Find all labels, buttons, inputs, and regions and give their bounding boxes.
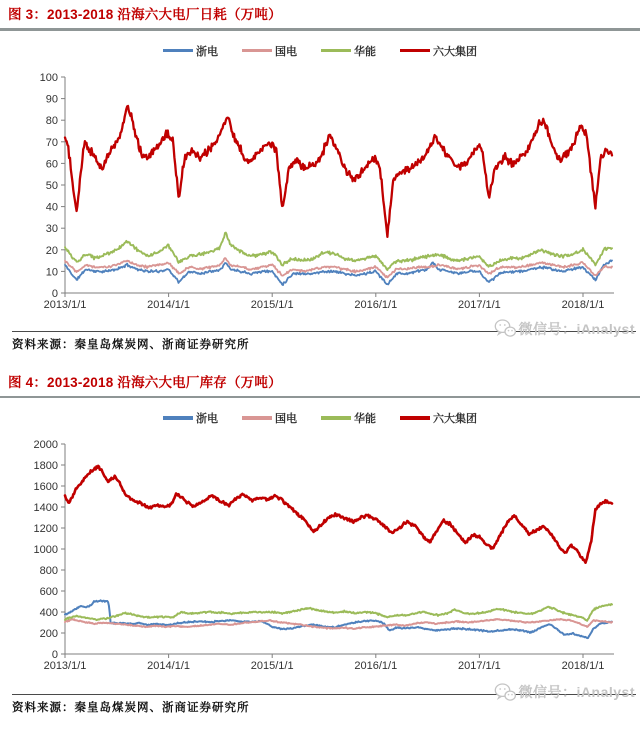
- chart-legend: [0, 43, 640, 59]
- y-tick-label: 1800: [33, 460, 58, 472]
- title-divider: [0, 396, 640, 399]
- legend-swatch: [242, 49, 272, 53]
- figure-3-block: [0, 6, 640, 352]
- y-tick-label: 1400: [33, 502, 58, 514]
- y-tick-label: 50: [45, 179, 58, 192]
- source-row: [0, 320, 640, 352]
- watermark-text: 微信号：iAnalyst: [518, 684, 635, 700]
- daily-consumption-chart: [0, 61, 640, 317]
- series-line-浙电: [65, 600, 612, 638]
- legend-item-国电: [242, 410, 297, 426]
- legend-swatch: [321, 49, 351, 53]
- legend-item-六大集团: [400, 410, 477, 426]
- figure-4-title: 图 4：2013-2018 沿海六大电厂库存（万吨）: [8, 374, 282, 390]
- x-tick-label: 2017/1/1: [457, 660, 501, 672]
- legend-item-浙电: [163, 43, 218, 59]
- y-tick-label: 60: [45, 157, 58, 170]
- legend-item-六大集团: [400, 43, 477, 59]
- source-row: [0, 684, 640, 715]
- y-tick-label: 0: [51, 649, 58, 661]
- wechat-icon: [494, 319, 516, 338]
- watermark: [494, 319, 635, 339]
- x-tick-label: 2018/1/1: [561, 298, 605, 311]
- legend-label: 国电: [275, 413, 297, 425]
- y-tick-label: 90: [45, 93, 58, 106]
- wechat-icon: [494, 683, 516, 702]
- y-tick-label: 2000: [33, 439, 58, 451]
- y-tick-label: 200: [39, 628, 58, 640]
- source-text: 资料来源：秦皇岛煤炭网、浙商证券研究所: [12, 702, 250, 714]
- legend-swatch: [321, 416, 351, 420]
- x-tick-label: 2014/1/1: [147, 298, 191, 311]
- legend-label: 浙电: [196, 45, 218, 58]
- legend-item-国电: [242, 43, 297, 59]
- y-tick-label: 80: [45, 114, 58, 127]
- x-tick-label: 2018/1/1: [561, 660, 605, 672]
- legend-item-华能: [321, 410, 376, 426]
- y-tick-label: 1000: [33, 544, 58, 556]
- y-tick-label: 600: [39, 586, 58, 598]
- x-tick-label: 2016/1/1: [354, 298, 398, 311]
- watermark-text: 微信号：iAnalyst: [518, 320, 635, 337]
- x-tick-label: 2017/1/1: [457, 298, 501, 311]
- y-tick-label: 1600: [33, 481, 58, 493]
- legend-label: 六大集团: [433, 45, 477, 58]
- legend-label: 国电: [275, 45, 297, 58]
- y-tick-label: 40: [45, 201, 58, 214]
- inventory-chart: [0, 428, 640, 680]
- series-line-华能: [65, 604, 612, 621]
- y-tick-label: 30: [45, 222, 58, 235]
- legend-label: 华能: [354, 45, 376, 58]
- legend-swatch: [400, 416, 430, 420]
- legend-label: 华能: [354, 413, 376, 425]
- series-line-六大集团: [65, 466, 612, 563]
- y-tick-label: 0: [51, 287, 58, 300]
- legend-swatch: [242, 416, 272, 420]
- series-line-国电: [65, 258, 612, 277]
- legend-item-浙电: [163, 410, 218, 426]
- y-tick-label: 400: [39, 607, 58, 619]
- y-tick-label: 70: [45, 136, 58, 149]
- chart-legend: [0, 410, 640, 426]
- y-tick-label: 20: [45, 244, 58, 257]
- legend-item-华能: [321, 43, 376, 59]
- series-line-六大集团: [65, 106, 612, 237]
- legend-label: 六大集团: [433, 413, 477, 425]
- figure-4-block: [0, 374, 640, 716]
- y-tick-label: 800: [39, 565, 58, 577]
- y-tick-label: 100: [39, 71, 58, 84]
- source-text: 资料来源：秦皇岛煤炭网、浙商证券研究所: [12, 338, 250, 351]
- x-tick-label: 2016/1/1: [354, 660, 398, 672]
- x-tick-label: 2013/1/1: [43, 298, 87, 311]
- x-tick-label: 2015/1/1: [250, 298, 294, 311]
- y-tick-label: 1200: [33, 523, 58, 535]
- watermark: [494, 682, 635, 702]
- legend-swatch: [163, 416, 193, 420]
- legend-swatch: [163, 49, 193, 53]
- y-tick-label: 10: [45, 265, 58, 278]
- legend-swatch: [400, 49, 430, 53]
- x-tick-label: 2015/1/1: [250, 660, 294, 672]
- x-tick-label: 2014/1/1: [147, 660, 191, 672]
- title-divider: [0, 28, 640, 31]
- x-tick-label: 2013/1/1: [43, 660, 87, 672]
- legend-label: 浙电: [196, 413, 218, 425]
- figure-3-title: 图 3：2013-2018 沿海六大电厂日耗（万吨）: [8, 7, 282, 22]
